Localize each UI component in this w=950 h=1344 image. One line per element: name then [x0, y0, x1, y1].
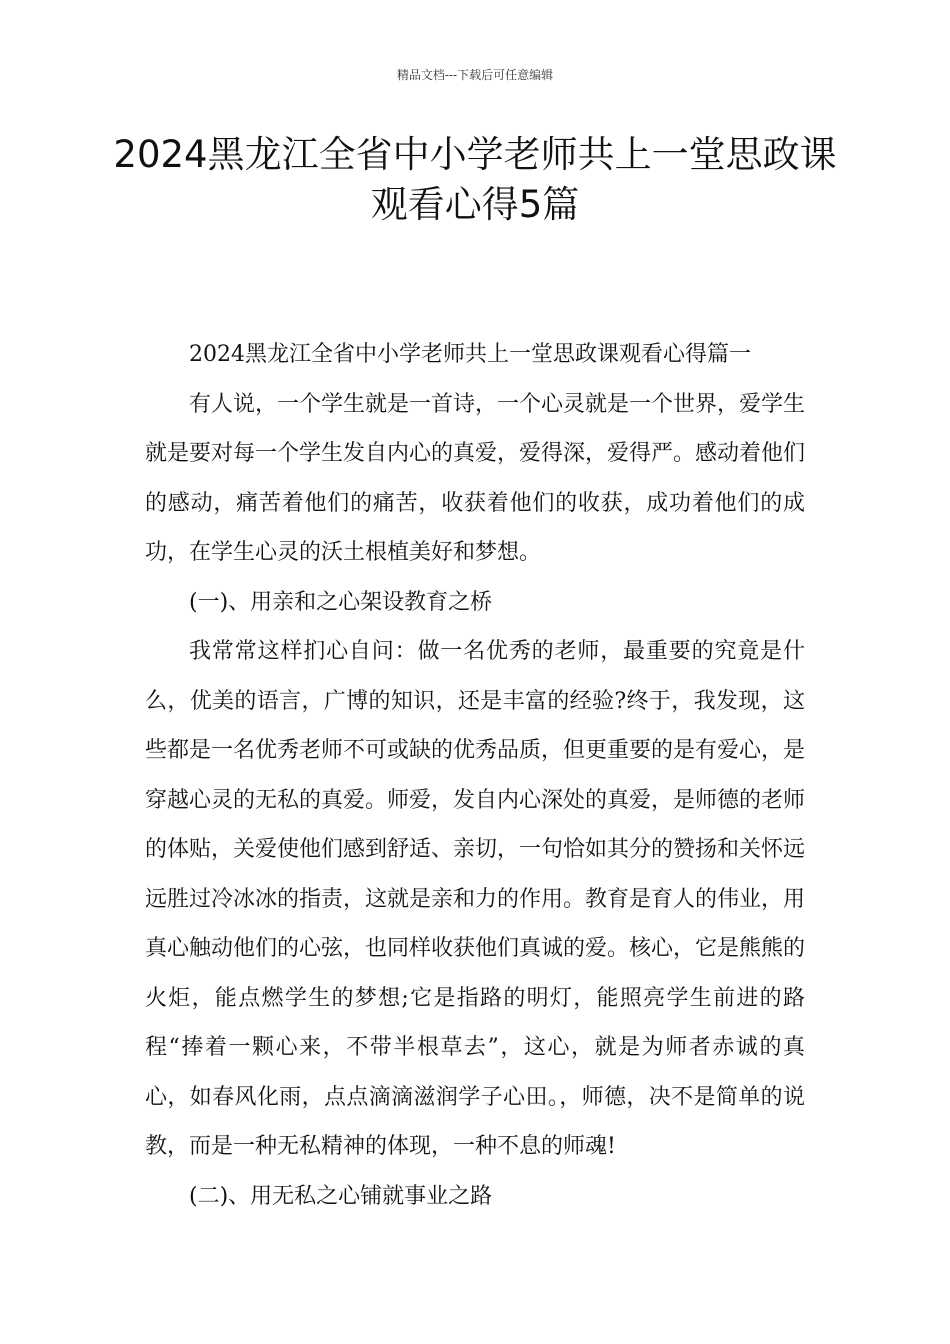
header-note: 精品文档---下载后可任意编辑 [396, 68, 554, 82]
subsection-heading-2: (二)、用无私之心铺就事业之路 [189, 1183, 493, 1209]
section-heading-1: 2024黑龙江全省中小学老师共上一堂思政课观看心得篇一 [189, 342, 751, 367]
subsection-heading-1: (一)、用亲和之心架设教育之桥 [189, 589, 493, 615]
document-body [145, 330, 805, 1221]
paragraph: 有人说，一个学生就是一首诗，一个心灵就是一个世界，爱学生就是要对每一个学生发自内心的真爱，爱得深，爱得严。感动着他们的感动，痛苦着他们的痛苦，收获着他们的收获，成功着他们的成功，在学生心灵的沃土根植美好和梦想。 [145, 391, 806, 565]
document-title: 2024黑龙江全省中小学老师共上一堂思政课观看心得5篇 [113, 133, 837, 226]
paragraph: 我常常这样扪心自问：做一名优秀的老师，最重要的究竟是什么，优美的语言，广博的知识，还是丰富的经验?终于，我发现，这些都是一名优秀老师不可或缺的优秀品质，但更重要的是有爱心，是穿越心灵的无私的真爱。师爱，发自内心深处的真爱，是师德的老师的体贴，关爱使他们感到舒适、亲切，一句恰如其分的赞扬和关怀远远胜过冷冰冰的指责，这就是亲和力的作用。教育是育人的伟业，用真心触动他们的心弦，也同样收获他们真诚的爱。核心，它是熊熊的火炬，能点燃学生的梦想;它是指路的明灯，能照亮学生前进的路程“捧着一颗心来，不带半根草去”，这心，就是为师者赤诚的真心，如春风化雨，点点滴滴滋润学子心田。，师德，决不是简单的说教，而是一种无私精神的体现，一种不息的师魂! [145, 639, 806, 1159]
